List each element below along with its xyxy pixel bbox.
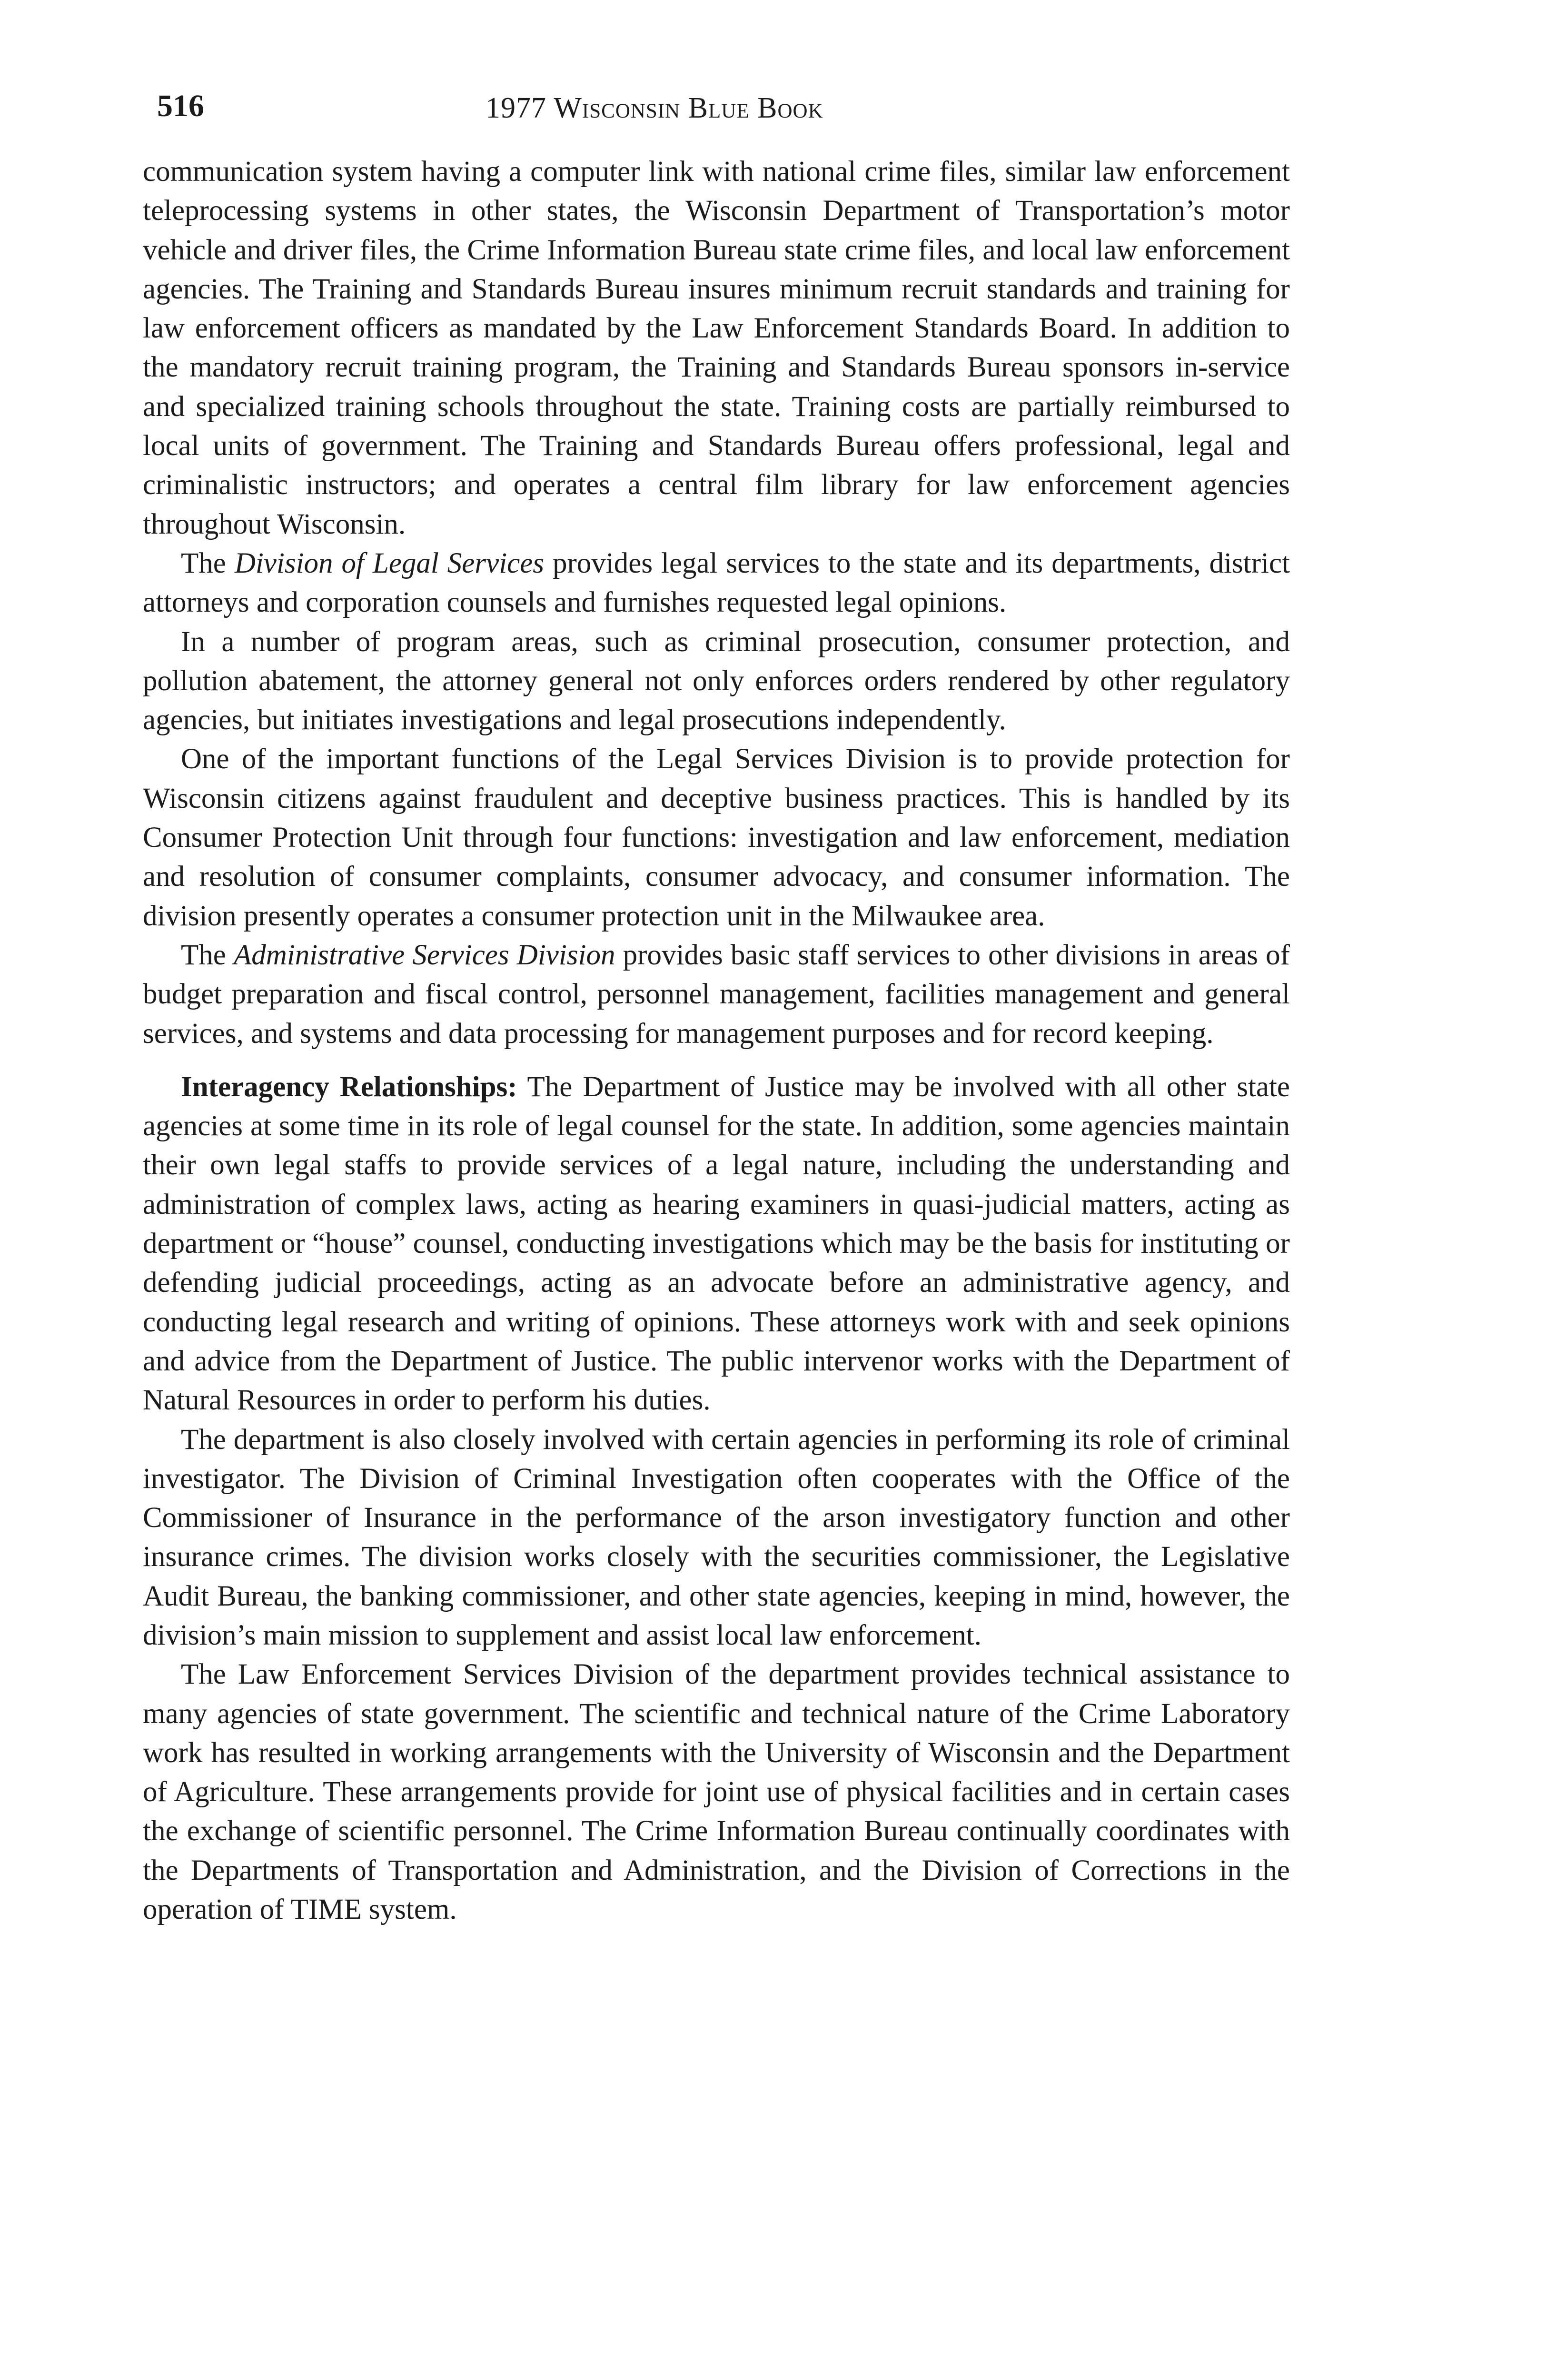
paragraph-legal-services-lead: The xyxy=(181,547,235,579)
body-text xyxy=(143,152,1290,1929)
paragraph-interagency-relationships xyxy=(143,1068,1290,1420)
paragraph-training-standards: communication system having a computer link with national crime files, similar law enforcement teleprocessing systems in other states, the Wisconsin Department of Transportation’s motor vehicle and driver files, the Crime Information Bureau state crime files, and local law enforcement agencies. The Training and Standards Bureau insures minimum recruit standards and training for law enforcement officers as mandated by the Law Enforcement Standards Board. In addition to the mandatory recruit training program, the Training and Standards Bureau sponsors in-service and specialized training schools throughout the state. Training costs are partially reimbursed to local units of government. The Training and Standards Bureau offers professional, legal and criminalistic instructors; and operates a central film library for law enforcement agencies throughout Wisconsin. xyxy=(143,156,1290,540)
page-header xyxy=(143,90,1290,148)
paragraph-administrative-services xyxy=(143,936,1290,1053)
paragraph-administrative-services-body: provides basic staff services to other divisions in areas of budget preparation and fiscal control, personnel management, facilities management and general services, and systems and data processing for management purposes and for record keeping. xyxy=(143,939,1290,1050)
page-number: 516 xyxy=(157,89,204,123)
book-page xyxy=(143,90,1290,1929)
paragraph-legal-services-body: provides legal services to the state and its departments, district attorneys and corporation counsels and furnishes requested legal opinions. xyxy=(143,547,1290,619)
paragraph-consumer-protection: One of the important functions of the Legal Services Division is to provide protection for Wisconsin citizens against fraudulent and deceptive business practices. This is handled by its Consumer Protection Unit through four functions: investigation and law enforcement, mediation and resolution of consumer complaints, consumer advocacy, and consumer information. The division presently operates a consumer protection unit in the Milwaukee area. xyxy=(143,743,1290,932)
administrative-services-division-name: Administrative Services Division xyxy=(234,939,615,971)
running-title: 1977 Wisconsin Blue Book xyxy=(486,92,823,124)
paragraph-law-enforcement-services: The Law Enforcement Services Division of the department provides technical assistance to many agencies of state government. The scientific and technical nature of the Crime Laboratory work has resulted in working arrangements with the University of Wisconsin and the Department of Agriculture. These arrangements provide for joint use of physical facilities and in certain cases the exchange of scientific personnel. The Crime Information Bureau continually coordinates with the Departments of Transportation and Administration, and the Division of Corrections in the operation of TIME system. xyxy=(143,1658,1290,1926)
section-heading-interagency: Interagency Relationships: xyxy=(181,1071,517,1103)
paragraph-interagency-body: The Department of Justice may be involved with all other state agencies at some time in its role of legal counsel for the state. In addition, some agencies maintain their own legal staffs to provide services of a legal nature, including the understanding and administration of complex laws, acting as hearing examiners in quasi-judicial matters, acting as department or “house” counsel, conducting investigations which may be the basis for instituting or defending judicial proceedings, acting as an advocate before an administrative agency, and conducting legal research and writing of opinions. These attorneys work with and seek opinions and advice from the Department of Justice. The public intervenor works with the Department of Natural Resources in order to perform his duties. xyxy=(143,1071,1290,1417)
paragraph-legal-services xyxy=(143,544,1290,623)
paragraph-program-areas: In a number of program areas, such as criminal prosecution, consumer protection, and pollution abatement, the attorney general not only enforces orders rendered by other regulatory agencies, but initiates investigations and legal prosecutions independently. xyxy=(143,625,1290,736)
paragraph-administrative-services-lead: The xyxy=(181,939,234,971)
division-legal-services-name: Division of Legal Services xyxy=(234,547,545,579)
paragraph-criminal-investigator: The department is also closely involved with certain agencies in performing its role of criminal investigator. The Division of Criminal Investigation often cooperates with the Office of the Commissioner of Insurance in the performance of the arson investigatory function and other insurance crimes. The division works closely with the securities commissioner, the Legislative Audit Bureau, the banking commissioner, and other state agencies, keeping in mind, however, the division’s main mission to supplement and assist local law enforcement. xyxy=(143,1423,1290,1651)
